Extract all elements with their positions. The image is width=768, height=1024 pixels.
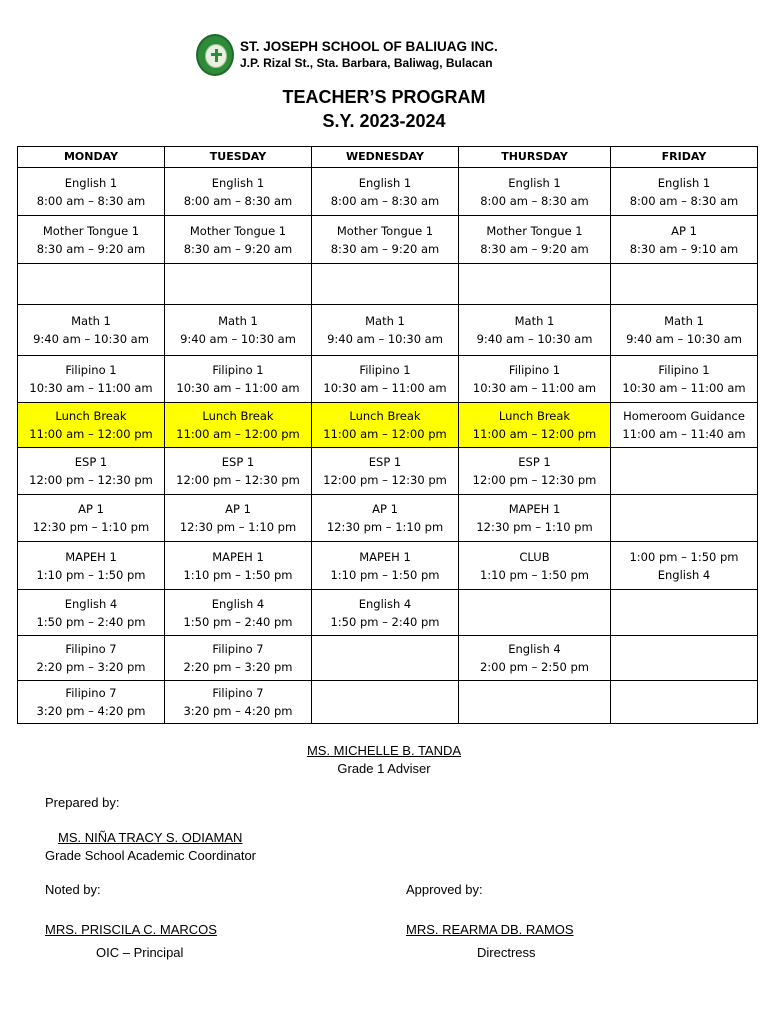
cell-subject: CLUB bbox=[519, 549, 550, 564]
schedule-cell bbox=[165, 542, 312, 590]
schedule-cell bbox=[312, 636, 459, 681]
cell-time: 8:30 am – 9:20 am bbox=[480, 241, 589, 256]
schedule-cell bbox=[611, 495, 758, 542]
cell-time: 2:20 pm – 3:20 pm bbox=[36, 660, 146, 674]
cell-subject: English 1 bbox=[358, 175, 412, 190]
schedule-cell bbox=[18, 542, 165, 590]
schedule-cell bbox=[18, 305, 165, 356]
day-header-wednesday: WEDNESDAY bbox=[312, 147, 459, 168]
cell-time: 2:00 pm – 2:50 pm bbox=[479, 660, 590, 674]
schedule-cell bbox=[312, 216, 459, 264]
cell-time: 12:00 pm – 12:30 pm bbox=[176, 473, 300, 487]
cell-subject: Math 1 bbox=[71, 314, 111, 328]
cell-subject: ESP 1 bbox=[518, 455, 551, 469]
schedule-cell bbox=[165, 264, 312, 305]
cell-subject: AP 1 bbox=[671, 223, 697, 238]
cell-time: 8:00 am – 8:30 am bbox=[330, 193, 440, 208]
cell-time: 8:00 am – 8:30 am bbox=[480, 193, 589, 208]
cell-subject: Filipino 1 bbox=[658, 363, 710, 377]
table-row bbox=[18, 495, 758, 542]
schedule-cell bbox=[459, 590, 611, 636]
table-row bbox=[18, 403, 758, 448]
cell-time: 8:00 am – 8:30 am bbox=[183, 193, 293, 208]
adviser-name: MS. MICHELLE B. TANDA bbox=[306, 743, 462, 758]
schedule-cell bbox=[312, 448, 459, 495]
cell-subject: ESP 1 bbox=[368, 455, 402, 469]
schedule-cell bbox=[611, 403, 758, 448]
schedule-cell bbox=[18, 636, 165, 681]
cell-subject: AP 1 bbox=[372, 502, 398, 516]
table-row bbox=[18, 356, 758, 403]
schedule-cell bbox=[165, 216, 312, 264]
schedule-cell bbox=[18, 216, 165, 264]
cell-subject: Homeroom Guidance bbox=[623, 409, 745, 423]
cell-time: 12:00 pm – 12:30 pm bbox=[472, 473, 597, 487]
cell-time: 9:40 am – 10:30 am bbox=[476, 332, 593, 346]
schedule-cell bbox=[165, 448, 312, 495]
day-header-tuesday: TUESDAY bbox=[165, 147, 312, 168]
schedule-cell bbox=[312, 356, 459, 403]
cell-subject: Filipino 7 bbox=[212, 686, 264, 700]
approved-name: MRS. REARMA DB. RAMOS bbox=[406, 922, 574, 937]
approved-role: Directress bbox=[477, 945, 536, 960]
schedule-cell bbox=[18, 264, 165, 305]
schedule-cell bbox=[18, 681, 165, 724]
cell-time: 11:00 am – 11:40 am bbox=[622, 427, 746, 441]
cell-subject: Filipino 7 bbox=[212, 642, 264, 656]
cell-subject: MAPEH 1 bbox=[508, 502, 561, 516]
cell-time: 10:30 am – 11:00 am bbox=[29, 381, 153, 395]
cell-time: 1:10 pm – 1:50 pm bbox=[36, 567, 146, 582]
cell-time: 1:10 pm – 1:50 pm bbox=[330, 567, 440, 582]
schedule-cell bbox=[312, 495, 459, 542]
schedule-cell bbox=[459, 216, 611, 264]
cell-time: 11:00 am – 12:00 pm bbox=[29, 427, 153, 441]
schedule-cell bbox=[312, 681, 459, 724]
cell-time: 1:50 pm – 2:40 pm bbox=[183, 614, 293, 629]
cell-time: 11:00 am – 12:00 pm bbox=[176, 427, 300, 441]
cell-subject: English 4 bbox=[508, 642, 561, 656]
schedule-cell bbox=[18, 495, 165, 542]
cell-subject: MAPEH 1 bbox=[65, 549, 117, 564]
cell-time: 11:00 am – 12:00 pm bbox=[323, 427, 447, 441]
schedule-cell bbox=[459, 264, 611, 305]
table-row bbox=[18, 168, 758, 216]
schedule-cell bbox=[165, 495, 312, 542]
schedule-cell bbox=[165, 305, 312, 356]
cell-time: 12:00 pm – 12:30 pm bbox=[29, 473, 153, 487]
cell-subject: English 1 bbox=[508, 175, 561, 190]
cell-subject: ESP 1 bbox=[74, 455, 108, 469]
cell-subject: Mother Tongue 1 bbox=[42, 223, 140, 238]
table-row bbox=[18, 216, 758, 264]
schedule-cell bbox=[611, 542, 758, 590]
cell-subject: Math 1 bbox=[218, 314, 258, 328]
schedule-cell bbox=[611, 264, 758, 305]
cell-subject: English 4 bbox=[64, 596, 118, 611]
cell-subject: Filipino 1 bbox=[508, 363, 561, 377]
schedule-cell bbox=[312, 590, 459, 636]
cell-time: 8:30 am – 9:10 am bbox=[629, 241, 739, 256]
schedule-cell bbox=[459, 305, 611, 356]
cell-subject: English 1 bbox=[211, 175, 265, 190]
schedule-cell bbox=[459, 542, 611, 590]
cell-subject: Lunch Break bbox=[349, 409, 421, 423]
schedule-cell bbox=[459, 356, 611, 403]
cell-subject: AP 1 bbox=[78, 502, 104, 516]
cell-subject: English 1 bbox=[657, 175, 711, 190]
day-header-friday: FRIDAY bbox=[611, 147, 758, 168]
cell-subject: AP 1 bbox=[225, 502, 251, 516]
cell-time: 12:30 pm – 1:10 pm bbox=[476, 520, 593, 534]
cell-subject: Math 1 bbox=[664, 314, 704, 328]
table-row bbox=[18, 636, 758, 681]
cell-time: 10:30 am – 11:00 am bbox=[176, 381, 300, 395]
school-year: S.Y. 2023-2024 bbox=[322, 111, 446, 131]
schedule-cell bbox=[18, 403, 165, 448]
table-row bbox=[18, 264, 758, 305]
schedule-cell bbox=[611, 448, 758, 495]
school-seal-icon bbox=[196, 34, 234, 76]
cell-subject: Filipino 1 bbox=[359, 363, 411, 377]
schedule-cell bbox=[611, 168, 758, 216]
cell-subject: Lunch Break bbox=[498, 409, 571, 423]
schedule-cell bbox=[459, 448, 611, 495]
cell-subject: Filipino 1 bbox=[65, 363, 117, 377]
cell-time: 8:00 am – 8:30 am bbox=[36, 193, 146, 208]
cell-time: 12:30 pm – 1:10 pm bbox=[32, 520, 150, 534]
cell-time: 1:10 pm – 1:50 pm bbox=[183, 567, 293, 582]
schedule-cell bbox=[611, 590, 758, 636]
cell-subject: Lunch Break bbox=[202, 409, 274, 423]
schedule-cell bbox=[312, 264, 459, 305]
schedule-cell bbox=[312, 403, 459, 448]
cell-time: 9:40 am – 10:30 am bbox=[626, 332, 742, 346]
cell-time: 9:40 am – 10:30 am bbox=[180, 332, 296, 346]
cell-time: English 4 bbox=[657, 567, 711, 582]
table-row bbox=[18, 305, 758, 356]
cell-time: 8:30 am – 9:20 am bbox=[36, 241, 146, 256]
cell-subject: Filipino 1 bbox=[212, 363, 264, 377]
noted-label: Noted by: bbox=[45, 882, 101, 897]
schedule-header-row bbox=[18, 147, 758, 168]
table-row bbox=[18, 542, 758, 590]
cell-subject: English 4 bbox=[211, 596, 265, 611]
schedule-cell bbox=[459, 636, 611, 681]
schedule-cell bbox=[18, 590, 165, 636]
cell-time: 10:30 am – 11:00 am bbox=[472, 381, 597, 395]
schedule-cell bbox=[459, 403, 611, 448]
cell-time: 10:30 am – 11:00 am bbox=[323, 381, 447, 395]
cell-time: 12:30 pm – 1:10 pm bbox=[326, 520, 444, 534]
prepared-name: MS. NIÑA TRACY S. ODIAMAN bbox=[58, 830, 243, 845]
cell-time: 3:20 pm – 4:20 pm bbox=[183, 704, 293, 718]
schedule-cell bbox=[611, 216, 758, 264]
school-header bbox=[196, 34, 596, 84]
cell-subject: Lunch Break bbox=[55, 409, 127, 423]
cell-subject: English 1 bbox=[64, 175, 118, 190]
cell-time: 1:10 pm – 1:50 pm bbox=[479, 567, 590, 582]
cell-subject: ESP 1 bbox=[221, 455, 255, 469]
schedule-table bbox=[17, 146, 758, 724]
cell-subject: Mother Tongue 1 bbox=[486, 223, 583, 238]
cell-time: 9:40 am – 10:30 am bbox=[33, 332, 149, 346]
cell-time: 8:00 am – 8:30 am bbox=[629, 193, 739, 208]
approved-label: Approved by: bbox=[406, 882, 483, 897]
cell-time: 12:00 pm – 12:30 pm bbox=[323, 473, 447, 487]
cell-subject: Mother Tongue 1 bbox=[336, 223, 434, 238]
schedule-cell bbox=[18, 356, 165, 403]
day-header-thursday: THURSDAY bbox=[459, 147, 611, 168]
prepared-role: Grade School Academic Coordinator bbox=[45, 848, 257, 863]
schedule-cell bbox=[165, 590, 312, 636]
schedule-cell bbox=[459, 495, 611, 542]
cell-subject: English 4 bbox=[358, 596, 412, 611]
schedule-cell bbox=[312, 168, 459, 216]
table-row bbox=[18, 590, 758, 636]
schedule-body bbox=[18, 168, 758, 724]
cell-subject: Filipino 7 bbox=[65, 642, 117, 656]
schedule-cell bbox=[459, 168, 611, 216]
schedule-cell bbox=[312, 542, 459, 590]
schedule-cell bbox=[459, 681, 611, 724]
cell-subject: MAPEH 1 bbox=[359, 549, 411, 564]
cell-time: 2:20 pm – 3:20 pm bbox=[183, 660, 293, 674]
table-row bbox=[18, 448, 758, 495]
schedule-cell bbox=[165, 403, 312, 448]
cell-time: 8:30 am – 9:20 am bbox=[183, 241, 293, 256]
cell-subject: Math 1 bbox=[365, 314, 405, 328]
schedule-cell bbox=[18, 168, 165, 216]
cell-time: 1:50 pm – 2:40 pm bbox=[36, 614, 146, 629]
table-row bbox=[18, 681, 758, 724]
schedule-cell bbox=[165, 356, 312, 403]
cell-time: 12:30 pm – 1:10 pm bbox=[179, 520, 297, 534]
day-header-monday: MONDAY bbox=[18, 147, 165, 168]
schedule-cell bbox=[165, 168, 312, 216]
cell-subject: Filipino 7 bbox=[65, 686, 117, 700]
schedule-cell bbox=[611, 636, 758, 681]
document-title: TEACHER’S PROGRAM bbox=[282, 87, 486, 107]
cell-subject: Math 1 bbox=[514, 314, 555, 328]
adviser-role: Grade 1 Adviser bbox=[337, 761, 431, 776]
schedule-cell bbox=[611, 356, 758, 403]
schedule-cell bbox=[611, 305, 758, 356]
noted-role: OIC – Principal bbox=[96, 945, 184, 960]
cell-subject: MAPEH 1 bbox=[212, 549, 264, 564]
cell-time: 10:30 am – 11:00 am bbox=[622, 381, 746, 395]
schedule-cell bbox=[165, 636, 312, 681]
schedule-cell bbox=[18, 448, 165, 495]
noted-name: MRS. PRISCILA C. MARCOS bbox=[45, 922, 217, 937]
cell-time: 1:50 pm – 2:40 pm bbox=[330, 614, 440, 629]
schedule-cell bbox=[611, 681, 758, 724]
school-address: J.P. Rizal St., Sta. Barbara, Baliwag, Bulacan bbox=[240, 56, 493, 70]
cell-subject: 1:00 pm – 1:50 pm bbox=[629, 549, 739, 564]
cell-subject: Mother Tongue 1 bbox=[189, 223, 287, 238]
cell-time: 11:00 am – 12:00 pm bbox=[472, 427, 597, 441]
cell-time: 9:40 am – 10:30 am bbox=[327, 332, 443, 346]
cell-time: 8:30 am – 9:20 am bbox=[330, 241, 440, 256]
schedule-cell bbox=[312, 305, 459, 356]
schedule-cell bbox=[165, 681, 312, 724]
cell-time: 3:20 pm – 4:20 pm bbox=[36, 704, 146, 718]
school-name: ST. JOSEPH SCHOOL OF BALIUAG INC. bbox=[240, 39, 498, 54]
prepared-label: Prepared by: bbox=[45, 795, 120, 810]
